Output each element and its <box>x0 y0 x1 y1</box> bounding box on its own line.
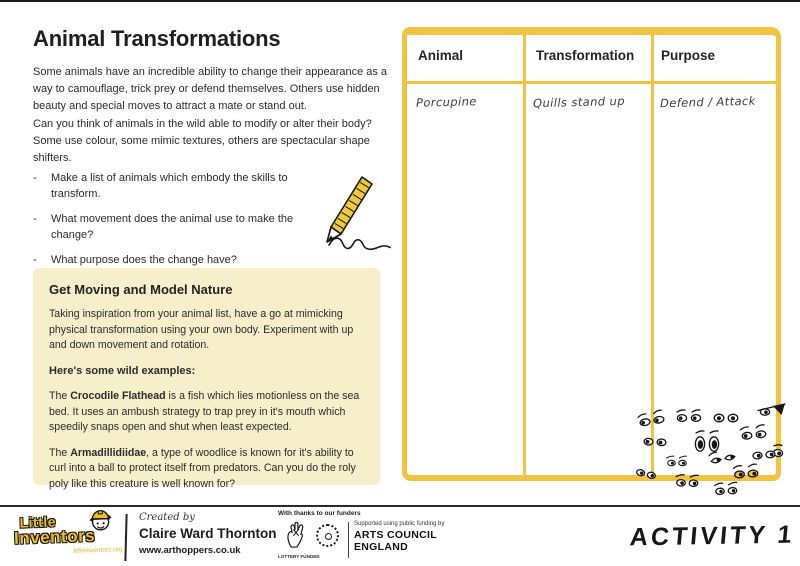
logo-line2: Inventors <box>13 526 96 548</box>
prompt-list <box>33 170 301 277</box>
funders-divider <box>348 522 349 558</box>
table-cell-purpose: Defend / Attack <box>659 93 756 111</box>
arts-council-line1: ARTS COUNCIL <box>354 529 437 541</box>
activity-number-label: ACTIVITY 1 <box>628 520 796 552</box>
credits-block <box>139 512 277 556</box>
example-1-species: Crocodile Flathead <box>70 390 166 402</box>
activity-box-heading: Get Moving and Model Nature <box>49 282 233 297</box>
bullet-dash: - <box>33 172 37 184</box>
list-item <box>33 170 301 202</box>
page-title: Animal Transformations <box>33 26 281 51</box>
creator-name: Claire Ward Thornton <box>139 526 277 541</box>
list-item-text: Make a list of animals which embody the skills to transform. <box>51 172 288 200</box>
intro-paragraph-2: Can you think of animals in the wild able to modify or alter their body? Some use colour, some mimic textures, others are spectacular shape shifters. <box>33 118 372 164</box>
intro-paragraph-1: Some animals have an incredible ability to change their appearance as a way to camouflage, trick prey or defend themselves. Others use hidden beauty and special moves to attract a mate or stand out. <box>33 66 388 112</box>
list-item-text: What movement does the animal use to make the change? <box>51 213 294 241</box>
footer <box>0 505 800 566</box>
lottery-logo <box>278 521 320 559</box>
example-2: The Armadillidiidae, a type of woodlice is known for it's ability to curl into a ball to protect itself from predators. Can you do the roly poly like this creature is well known for? <box>49 446 356 490</box>
table-cell-animal: Porcupine <box>415 94 477 110</box>
activity-box <box>33 268 380 490</box>
logo-url: littleinventors.org <box>73 546 123 555</box>
logo-line1: Little <box>19 513 57 531</box>
arts-support-label: Supported using public funding by <box>354 521 445 527</box>
list-item <box>33 211 301 243</box>
little-inventors-logo <box>13 511 122 557</box>
bullet-dash: - <box>33 213 37 225</box>
footer-divider <box>124 514 127 561</box>
list-item <box>33 252 301 268</box>
table-header-divider <box>407 81 776 84</box>
inventor-kid-icon <box>85 507 116 536</box>
activity-box-paragraph: Taking inspiration from your animal list, have a go at mimicking physical transformation using your own body. Experiment with up and down movement and rotation. <box>49 308 354 351</box>
arts-council-line2: ENGLAND <box>354 541 409 553</box>
arts-council-block <box>354 521 444 553</box>
column-header-animal: Animal <box>418 48 464 63</box>
examples-heading: Here's some wild examples: <box>49 364 196 377</box>
pencil-doodle <box>300 172 392 264</box>
example-2-species: Armadillidiidae <box>70 446 147 459</box>
eyes-doodle <box>625 388 800 505</box>
eyepatch-eye-icon <box>758 404 785 416</box>
list-item-text: What purpose does the change have? <box>51 254 237 266</box>
table-column-divider <box>523 35 526 475</box>
funders-label: With thanks to our funders <box>278 510 361 517</box>
funders-block <box>278 510 444 559</box>
top-rule <box>0 0 800 2</box>
lottery-label: LOTTERY FUNDED <box>278 554 320 559</box>
lottery-fingers-icon <box>285 521 305 548</box>
table-cell-transformation: Quills stand up <box>532 93 626 111</box>
creator-url: www.arthoppers.co.uk <box>139 545 241 556</box>
column-header-purpose: Purpose <box>661 48 716 63</box>
created-by-label: Created by <box>139 512 195 523</box>
bullet-dash: - <box>33 254 37 266</box>
arts-council-roundel <box>316 524 339 547</box>
example-1: The Crocodile Flathead is a fish which lies motionless on the sea bed. It uses an ambush strategy to trap prey in it's mouth which speedily snaps open and shut when least expected. <box>49 390 360 433</box>
column-header-transformation: Transformation <box>536 48 635 63</box>
